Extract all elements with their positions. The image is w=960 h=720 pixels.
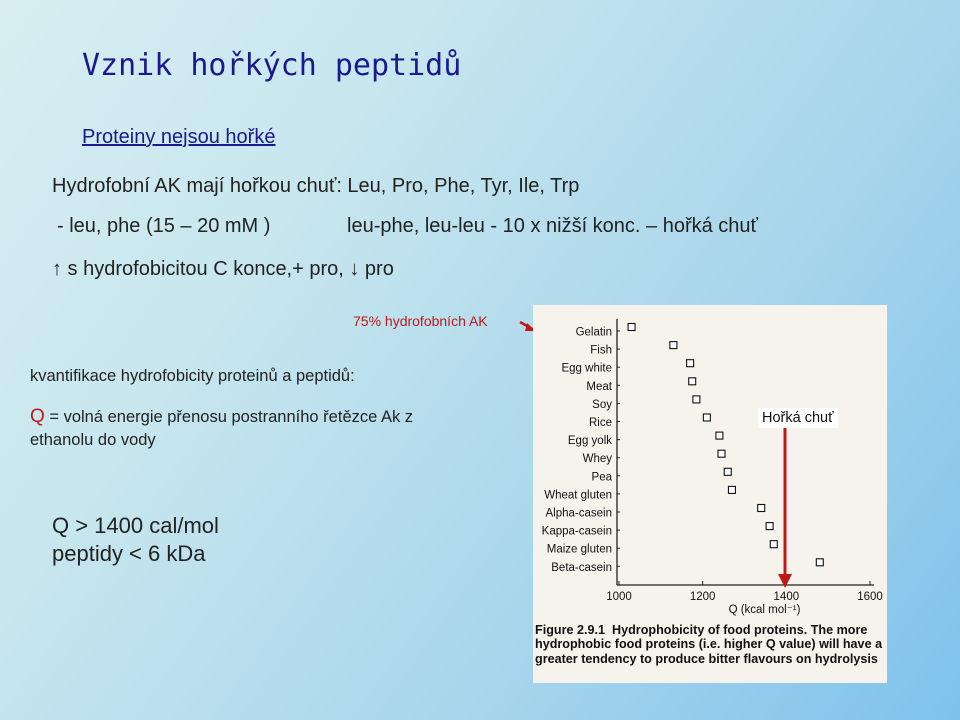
category-label: Rice [588,417,612,429]
data-point [628,324,635,331]
page-title: Vznik hořkých peptidů [82,48,462,83]
hydrophobicity-figure [533,305,887,683]
hydrophobic-75-annotation: 75% hydrofobních AK [353,313,488,329]
data-point [687,360,694,367]
category-label: Meat [586,380,612,393]
data-point [766,523,773,530]
leu-phe-concentration: - leu, phe (15 – 20 mM ) [57,215,271,237]
category-label: Soy [592,398,612,411]
peptide-size: peptidy < 6 kDa [52,541,206,566]
data-point [670,342,677,349]
q-threshold: Q > 1400 cal/mol [52,513,219,538]
x-tick-label: 1000 [606,591,632,603]
category-label: Pea [591,471,612,484]
c-terminal-line: ↑ s hydrofobicitou C konce,+ pro, ↓ pro [52,258,394,280]
quantification-heading: kvantifikace hydrofobicity proteinů a peptidů: [30,367,355,385]
subtitle: Proteiny nejsou hořké [82,126,276,148]
data-point [724,468,731,475]
x-tick-label: 1600 [857,591,883,603]
category-label: Wheat gluten [544,489,612,502]
data-point [716,432,723,439]
x-tick-label: 1200 [689,591,716,603]
data-point [728,486,735,493]
q-symbol: Q [30,406,45,427]
category-label: Kappa-casein [541,525,612,538]
data-point [816,559,823,566]
caption-text: Hydrophobicity of food proteins. The more hydrophobic food proteins (i.e. higher Q value) will have a greater tendency to produce bitter flavours on hydrolysis [535,623,883,666]
bitter-taste-label: Hořká chuť [758,408,838,428]
hydrophobic-aa-line: Hydrofobní AK mají hořkou chuť: Leu, Pro, Phe, Tyr, Ile, Trp [52,175,580,197]
dipeptide-concentration: leu-phe, leu-leu - 10 x nižší konc. – hořká chuť [347,215,759,237]
data-point [703,414,710,421]
figure-caption [535,623,885,666]
category-label: Whey [582,453,612,466]
q-definition-text: = volná energie přenosu postranního řetězce Ak z [44,408,414,426]
threshold-arrow [776,428,796,590]
category-label: Alpha-casein [545,507,612,520]
data-point [693,396,700,403]
x-axis-label: Q (kcal mol⁻¹) [728,604,801,616]
data-point [758,505,765,512]
category-label: Egg yolk [567,435,612,448]
data-point [689,378,696,385]
caption-label: Figure 2.9.1 [535,623,605,637]
category-label: Egg white [561,362,612,375]
category-label: Gelatin [575,326,612,339]
data-point [718,450,725,457]
category-label: Fish [590,344,612,357]
q-definition-cont: ethanolu do vody [30,431,156,449]
q-definition [30,406,413,428]
category-label: Maize gluten [546,543,612,556]
x-tick-label: 1400 [773,591,800,603]
category-label: Beta-casein [551,561,612,574]
